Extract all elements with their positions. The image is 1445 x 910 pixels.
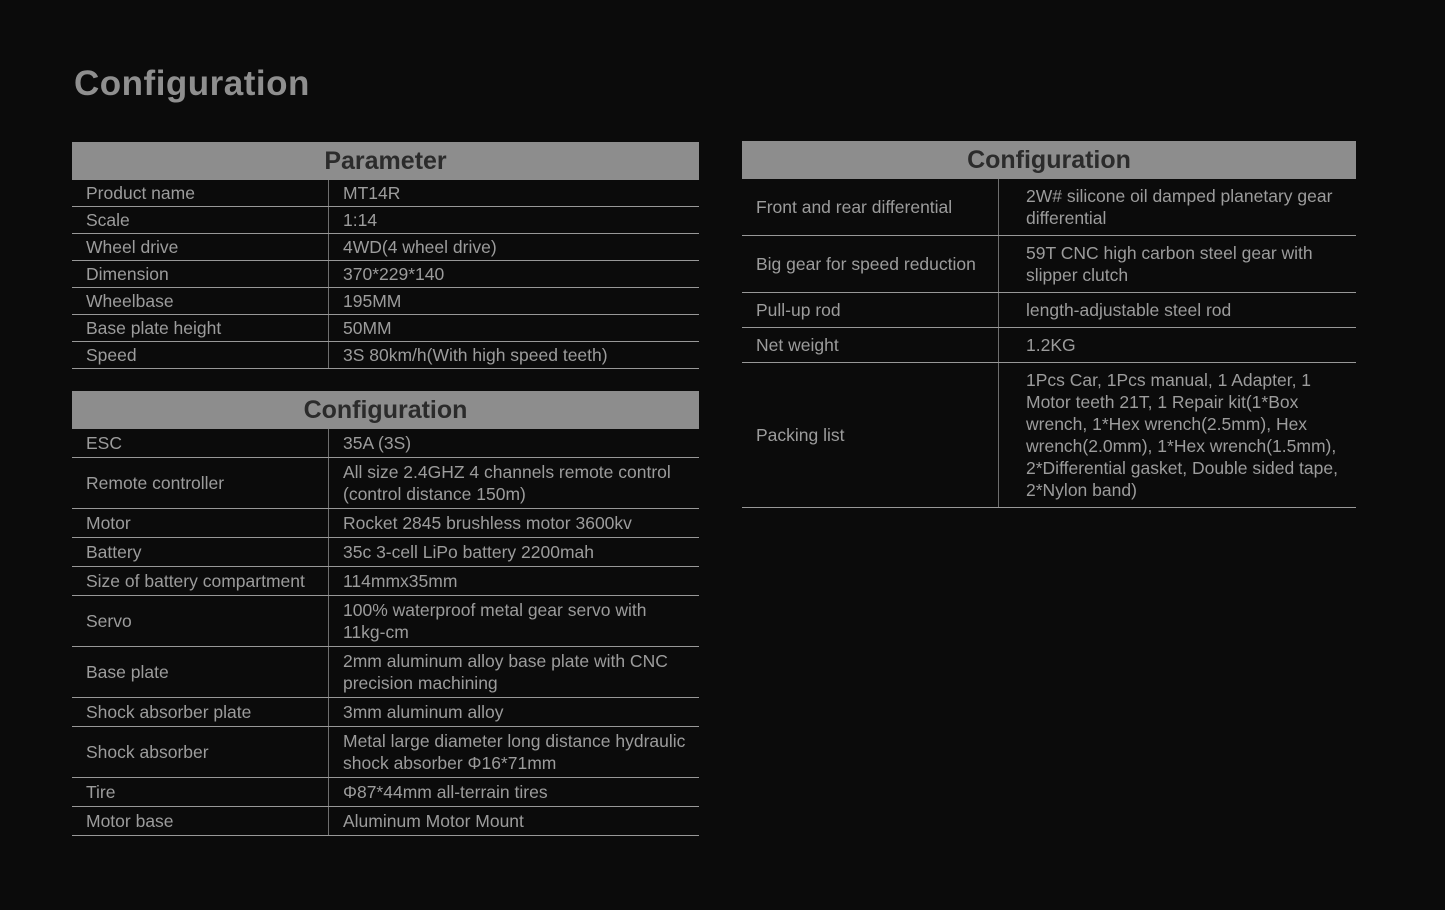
- table-row: [72, 567, 699, 596]
- row-value: 50MM: [328, 315, 699, 341]
- row-value: 35A (3S): [328, 429, 699, 457]
- row-label: Product name: [86, 183, 195, 203]
- table-row: [72, 458, 699, 509]
- row-value: 1.2KG: [998, 328, 1356, 362]
- row-value: 195MM: [328, 288, 699, 314]
- row-label: Base plate height: [86, 318, 222, 338]
- row-value: MT14R: [328, 180, 699, 206]
- row-value: All size 2.4GHZ 4 channels remote control (control distance 150m): [328, 458, 699, 508]
- table-row: [72, 180, 699, 207]
- table-row: [72, 647, 699, 698]
- table-row: [72, 288, 699, 315]
- row-label: Wheel drive: [86, 237, 179, 257]
- row-value: 100% waterproof metal gear servo with 11kg-cm: [328, 596, 699, 646]
- row-label: Scale: [86, 210, 130, 230]
- configuration-table-left: [72, 391, 699, 836]
- row-value: 2mm aluminum alloy base plate with CNC precision machining: [328, 647, 699, 697]
- table-row: [742, 363, 1356, 508]
- row-value: 59T CNC high carbon steel gear with slipper clutch: [998, 236, 1356, 292]
- row-label: Dimension: [86, 264, 169, 284]
- row-value: 3mm aluminum alloy: [328, 698, 699, 726]
- row-value: 35c 3-cell LiPo battery 2200mah: [328, 538, 699, 566]
- table-row: [72, 596, 699, 647]
- row-value: Φ87*44mm all-terrain tires: [328, 778, 699, 806]
- row-label: Size of battery compartment: [86, 571, 305, 591]
- row-value: 3S 80km/h(With high speed teeth): [328, 342, 699, 368]
- table-row: [72, 698, 699, 727]
- table-row: [72, 234, 699, 261]
- row-value: 1:14: [328, 207, 699, 233]
- row-label: Packing list: [756, 425, 845, 445]
- row-label: Motor: [86, 513, 131, 533]
- table-row: [72, 509, 699, 538]
- row-value: 114mmx35mm: [328, 567, 699, 595]
- parameter-table-header: Parameter: [72, 142, 699, 180]
- table-row: [72, 315, 699, 342]
- row-label: Wheelbase: [86, 291, 174, 311]
- row-label: Shock absorber plate: [86, 702, 252, 722]
- row-label: Base plate: [86, 662, 169, 682]
- table-row: [72, 342, 699, 369]
- row-label: Battery: [86, 542, 142, 562]
- row-label: Front and rear differential: [756, 197, 953, 217]
- table-row: [742, 328, 1356, 363]
- page-title: Configuration: [74, 64, 310, 103]
- row-value: 2W# silicone oil damped planetary gear differential: [998, 179, 1356, 235]
- table-row: [72, 261, 699, 288]
- row-label: Big gear for speed reduction: [756, 254, 976, 274]
- row-label: Remote controller: [86, 473, 225, 493]
- table-row: [742, 236, 1356, 293]
- table-row: [742, 293, 1356, 328]
- table-row: [72, 727, 699, 778]
- table-row: [742, 179, 1356, 236]
- row-value: 1Pcs Car, 1Pcs manual, 1 Adapter, 1 Motor teeth 21T, 1 Repair kit(1*Box wrench, 1*Hex wrench(2.5mm), Hex wrench(2.0mm), 1*Hex wrench(1.5mm), 2*Differential gasket, Double sided tape, 2*Nylon band): [998, 363, 1356, 507]
- configuration-table-header: Configuration: [72, 391, 699, 429]
- row-label: Tire: [86, 782, 116, 802]
- parameter-table: [72, 142, 699, 369]
- configuration-table-right: [742, 141, 1356, 508]
- row-label: Net weight: [756, 335, 839, 355]
- table-row: [72, 429, 699, 458]
- row-label: Pull-up rod: [756, 300, 841, 320]
- row-value: Aluminum Motor Mount: [328, 807, 699, 835]
- row-value: length-adjustable steel rod: [998, 293, 1356, 327]
- row-label: ESC: [86, 433, 122, 453]
- table-row: [72, 538, 699, 567]
- row-value: Rocket 2845 brushless motor 3600kv: [328, 509, 699, 537]
- row-label: Motor base: [86, 811, 174, 831]
- configuration-table-header: Configuration: [742, 141, 1356, 179]
- row-label: Shock absorber: [86, 742, 209, 762]
- row-value: Metal large diameter long distance hydraulic shock absorber Φ16*71mm: [328, 727, 699, 777]
- row-value: 4WD(4 wheel drive): [328, 234, 699, 260]
- table-row: [72, 778, 699, 807]
- row-label: Speed: [86, 345, 137, 365]
- table-row: [72, 207, 699, 234]
- row-label: Servo: [86, 611, 132, 631]
- row-value: 370*229*140: [328, 261, 699, 287]
- table-row: [72, 807, 699, 836]
